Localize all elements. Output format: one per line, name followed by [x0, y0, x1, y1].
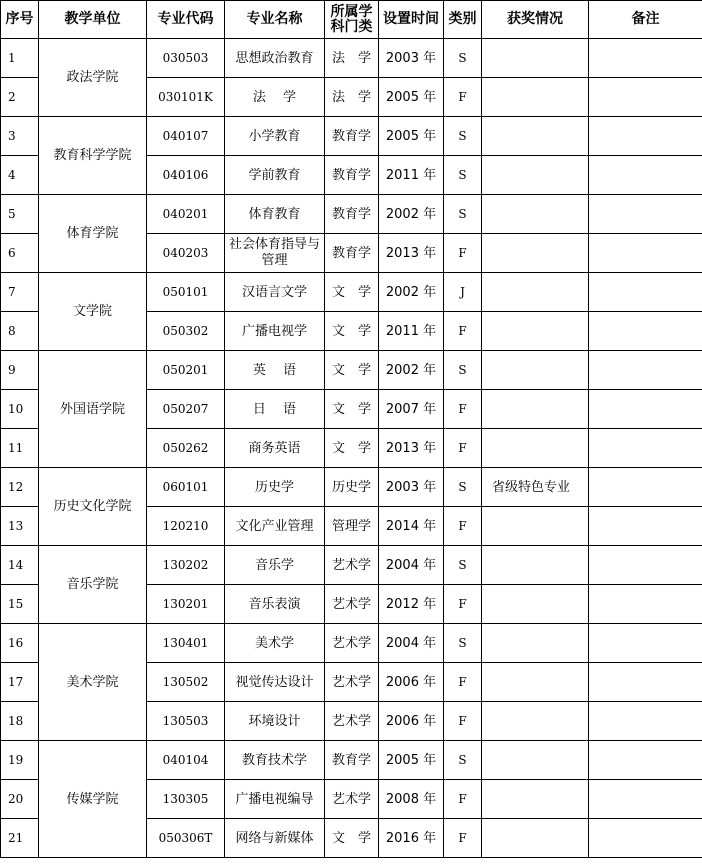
- major-code: 130503: [147, 702, 225, 741]
- header-row: [1, 1, 702, 39]
- row-number: 4: [1, 156, 39, 195]
- table-row: [1, 624, 702, 663]
- note: [589, 195, 702, 234]
- discipline: 文 学: [325, 273, 379, 312]
- category: S: [444, 156, 482, 195]
- category: F: [444, 78, 482, 117]
- discipline: 艺术学: [325, 702, 379, 741]
- note: [589, 351, 702, 390]
- discipline: 教育学: [325, 156, 379, 195]
- award: [482, 195, 589, 234]
- award: [482, 156, 589, 195]
- discipline: 教育学: [325, 117, 379, 156]
- major-code: 130201: [147, 585, 225, 624]
- discipline: 文 学: [325, 312, 379, 351]
- major-name: 音乐表演: [225, 585, 325, 624]
- discipline: 历史学: [325, 468, 379, 507]
- category: F: [444, 390, 482, 429]
- award: [482, 663, 589, 702]
- header-unit: 教学单位: [39, 1, 147, 39]
- category: S: [444, 741, 482, 780]
- discipline: 教育学: [325, 741, 379, 780]
- major-name: 日 语: [225, 390, 325, 429]
- major-name: 广播电视学: [225, 312, 325, 351]
- discipline: 文 学: [325, 429, 379, 468]
- award: [482, 273, 589, 312]
- discipline: 艺术学: [325, 663, 379, 702]
- row-number: 16: [1, 624, 39, 663]
- award: [482, 546, 589, 585]
- major-name: 美术学: [225, 624, 325, 663]
- discipline: 教育学: [325, 195, 379, 234]
- major-name: 英 语: [225, 351, 325, 390]
- major-code: 130502: [147, 663, 225, 702]
- table-row: [1, 741, 702, 780]
- major-name: 广播电视编导: [225, 780, 325, 819]
- category: S: [444, 546, 482, 585]
- discipline: 教育学: [325, 234, 379, 273]
- teaching-unit: 政法学院: [39, 39, 147, 117]
- award: [482, 78, 589, 117]
- established-year: 2002 年: [379, 195, 444, 234]
- established-year: 2005 年: [379, 741, 444, 780]
- award: [482, 624, 589, 663]
- note: [589, 780, 702, 819]
- award: [482, 780, 589, 819]
- category: S: [444, 351, 482, 390]
- award: [482, 585, 589, 624]
- note: [589, 312, 702, 351]
- header-name: 专业名称: [225, 1, 325, 39]
- award: [482, 819, 589, 858]
- established-year: 2005 年: [379, 117, 444, 156]
- row-number: 20: [1, 780, 39, 819]
- major-code: 040203: [147, 234, 225, 273]
- category: F: [444, 585, 482, 624]
- discipline: 艺术学: [325, 780, 379, 819]
- row-number: 18: [1, 702, 39, 741]
- note: [589, 234, 702, 273]
- table-row: [1, 468, 702, 507]
- row-number: 10: [1, 390, 39, 429]
- major-name: 网络与新媒体: [225, 819, 325, 858]
- established-year: 2003 年: [379, 468, 444, 507]
- major-code: 040107: [147, 117, 225, 156]
- note: [589, 39, 702, 78]
- header-year: 设置时间: [379, 1, 444, 39]
- row-number: 3: [1, 117, 39, 156]
- row-number: 5: [1, 195, 39, 234]
- note: [589, 663, 702, 702]
- category: F: [444, 819, 482, 858]
- row-number: 7: [1, 273, 39, 312]
- established-year: 2013 年: [379, 234, 444, 273]
- major-code: 040106: [147, 156, 225, 195]
- award: [482, 234, 589, 273]
- table-body: [1, 39, 702, 858]
- established-year: 2003 年: [379, 39, 444, 78]
- teaching-unit: 音乐学院: [39, 546, 147, 624]
- note: [589, 585, 702, 624]
- established-year: 2005 年: [379, 78, 444, 117]
- discipline: 法 学: [325, 78, 379, 117]
- discipline: 文 学: [325, 819, 379, 858]
- row-number: 2: [1, 78, 39, 117]
- header-discipline: 所属学科门类: [325, 1, 379, 39]
- major-name: 思想政治教育: [225, 39, 325, 78]
- major-code: 050262: [147, 429, 225, 468]
- category: S: [444, 195, 482, 234]
- major-code: 050207: [147, 390, 225, 429]
- category: F: [444, 507, 482, 546]
- established-year: 2004 年: [379, 624, 444, 663]
- row-number: 6: [1, 234, 39, 273]
- teaching-unit: 教育科学学院: [39, 117, 147, 195]
- category: S: [444, 624, 482, 663]
- award: [482, 312, 589, 351]
- teaching-unit: 历史文化学院: [39, 468, 147, 546]
- established-year: 2011 年: [379, 156, 444, 195]
- table-row: [1, 117, 702, 156]
- established-year: 2007 年: [379, 390, 444, 429]
- category: S: [444, 468, 482, 507]
- category: S: [444, 117, 482, 156]
- established-year: 2002 年: [379, 351, 444, 390]
- major-code: 040201: [147, 195, 225, 234]
- discipline: 艺术学: [325, 585, 379, 624]
- teaching-unit: 外国语学院: [39, 351, 147, 468]
- note: [589, 468, 702, 507]
- category: F: [444, 234, 482, 273]
- row-number: 11: [1, 429, 39, 468]
- major-code: 030101K: [147, 78, 225, 117]
- established-year: 2011 年: [379, 312, 444, 351]
- note: [589, 624, 702, 663]
- table-row: [1, 351, 702, 390]
- discipline: 文 学: [325, 390, 379, 429]
- category: F: [444, 702, 482, 741]
- major-name: 音乐学: [225, 546, 325, 585]
- established-year: 2002 年: [379, 273, 444, 312]
- header-award: 获奖情况: [482, 1, 589, 39]
- note: [589, 507, 702, 546]
- table-row: [1, 546, 702, 585]
- discipline: 艺术学: [325, 624, 379, 663]
- major-name: 汉语言文学: [225, 273, 325, 312]
- established-year: 2016 年: [379, 819, 444, 858]
- table-row: [1, 39, 702, 78]
- note: [589, 78, 702, 117]
- row-number: 15: [1, 585, 39, 624]
- major-code: 060101: [147, 468, 225, 507]
- category: F: [444, 429, 482, 468]
- award: [482, 390, 589, 429]
- teaching-unit: 传媒学院: [39, 741, 147, 858]
- major-name: 教育技术学: [225, 741, 325, 780]
- award: [482, 351, 589, 390]
- row-number: 9: [1, 351, 39, 390]
- major-name: 历史学: [225, 468, 325, 507]
- row-number: 13: [1, 507, 39, 546]
- discipline: 艺术学: [325, 546, 379, 585]
- established-year: 2004 年: [379, 546, 444, 585]
- discipline: 管理学: [325, 507, 379, 546]
- established-year: 2012 年: [379, 585, 444, 624]
- major-code: 130305: [147, 780, 225, 819]
- row-number: 21: [1, 819, 39, 858]
- award: [482, 429, 589, 468]
- major-code: 050302: [147, 312, 225, 351]
- header-no: 序号: [1, 1, 39, 39]
- row-number: 17: [1, 663, 39, 702]
- major-name: 商务英语: [225, 429, 325, 468]
- note: [589, 546, 702, 585]
- table-row: [1, 195, 702, 234]
- category: J: [444, 273, 482, 312]
- award: [482, 702, 589, 741]
- category: F: [444, 663, 482, 702]
- major-name: 社会体育指导与管理: [225, 234, 325, 273]
- major-code: 120210: [147, 507, 225, 546]
- established-year: 2014 年: [379, 507, 444, 546]
- major-code: 040104: [147, 741, 225, 780]
- row-number: 19: [1, 741, 39, 780]
- header-code: 专业代码: [147, 1, 225, 39]
- teaching-unit: 美术学院: [39, 624, 147, 741]
- major-code: 050101: [147, 273, 225, 312]
- major-code: 130202: [147, 546, 225, 585]
- category: F: [444, 780, 482, 819]
- note: [589, 390, 702, 429]
- note: [589, 117, 702, 156]
- note: [589, 819, 702, 858]
- teaching-unit: 文学院: [39, 273, 147, 351]
- discipline: 文 学: [325, 351, 379, 390]
- established-year: 2013 年: [379, 429, 444, 468]
- award: [482, 117, 589, 156]
- note: [589, 702, 702, 741]
- major-name: 学前教育: [225, 156, 325, 195]
- major-name: 法 学: [225, 78, 325, 117]
- major-name: 小学教育: [225, 117, 325, 156]
- note: [589, 273, 702, 312]
- award: [482, 741, 589, 780]
- major-code: 030503: [147, 39, 225, 78]
- major-code: 050201: [147, 351, 225, 390]
- established-year: 2006 年: [379, 702, 444, 741]
- major-name: 视觉传达设计: [225, 663, 325, 702]
- award: [482, 39, 589, 78]
- note: [589, 156, 702, 195]
- row-number: 1: [1, 39, 39, 78]
- major-name: 环境设计: [225, 702, 325, 741]
- established-year: 2006 年: [379, 663, 444, 702]
- note: [589, 429, 702, 468]
- teaching-unit: 体育学院: [39, 195, 147, 273]
- header-note: 备注: [589, 1, 702, 39]
- major-code: 050306T: [147, 819, 225, 858]
- row-number: 8: [1, 312, 39, 351]
- row-number: 14: [1, 546, 39, 585]
- row-number: 12: [1, 468, 39, 507]
- award: [482, 507, 589, 546]
- header-category: 类别: [444, 1, 482, 39]
- category: S: [444, 39, 482, 78]
- discipline: 法 学: [325, 39, 379, 78]
- established-year: 2008 年: [379, 780, 444, 819]
- major-name: 文化产业管理: [225, 507, 325, 546]
- major-name: 体育教育: [225, 195, 325, 234]
- note: [589, 741, 702, 780]
- award: 省级特色专业: [482, 468, 589, 507]
- major-code: 130401: [147, 624, 225, 663]
- category: F: [444, 312, 482, 351]
- table-row: [1, 273, 702, 312]
